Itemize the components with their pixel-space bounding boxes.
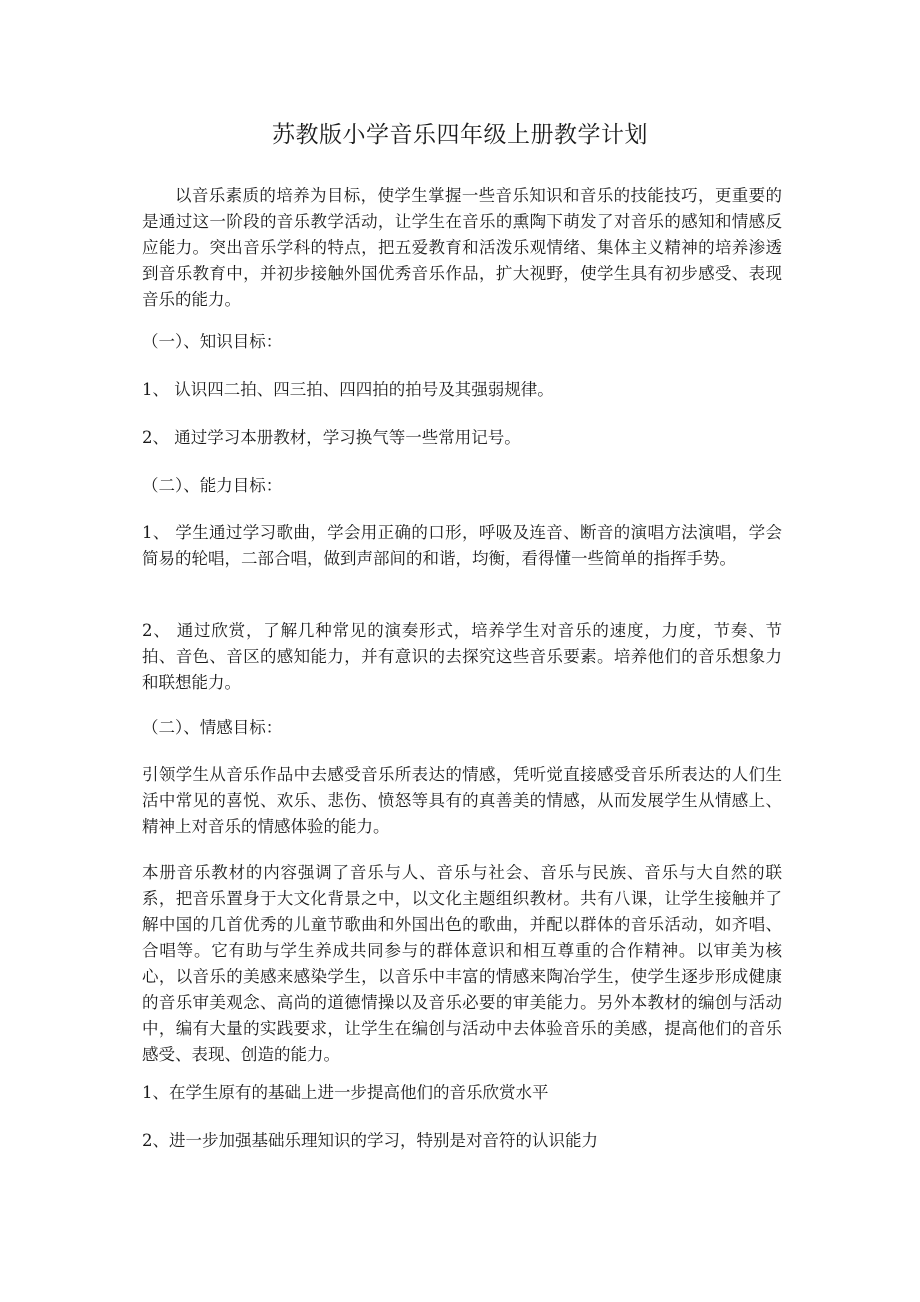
ability-heading: （二）、能力目标： bbox=[142, 476, 283, 495]
knowledge-heading: （一）、知识目标： bbox=[142, 332, 283, 351]
goal-item-1: 1、在学生原有的基础上进一步提高他们的音乐欣赏水平 bbox=[142, 1083, 549, 1102]
textbook-paragraph: 本册音乐教材的内容强调了音乐与人、音乐与社会、音乐与民族、音乐与大自然的联系，把音乐置身于大文化背景之中，以文化主题组织教材。共有八课，让学生接触并了解中国的几首优秀的儿童节歌曲和外国出色的歌曲，并配以群体的音乐活动，如齐唱、合唱等。它有助与学生养成共同参与的群体意识和相互尊重的合作精神。以审美为核心，以音乐的美感来感染学生，以音乐中丰富的情感来陶冶学生，使学生逐步形成健康的音乐审美观念、高尚的道德情操以及音乐必要的审美能力。另外本教材的编创与活动中，编有大量的实践要求，让学生在编创与活动中去体验音乐的美感，提高他们的音乐感受、表现、创造的能力。 bbox=[142, 863, 782, 1064]
intro-paragraph: 以音乐素质的培养为目标，使学生掌握一些音乐知识和音乐的技能技巧，更重要的是通过这一阶段的音乐教学活动，让学生在音乐的熏陶下萌发了对音乐的感知和情感反应能力。突出音乐学科的特点，把五爱教育和活泼乐观情绪、集体主义精神的培养渗透到音乐教育中，并初步接触外国优秀音乐作品，扩大视野，使学生具有初步感受、表现音乐的能力。 bbox=[142, 186, 782, 309]
knowledge-item-1: 1、 认识四二拍、四三拍、四四拍的拍号及其强弱规律。 bbox=[142, 380, 554, 399]
ability-item-2: 2、 通过欣赏，了解几种常见的演奏形式，培养学生对音乐的速度，力度，节奏、节拍、音色、音区的感知能力，并有意识的去探究这些音乐要素。培养他们的音乐想象力和联想能力。 bbox=[142, 621, 782, 692]
emotion-heading: （二）、情感目标： bbox=[142, 718, 283, 737]
ability-item-1: 1、 学生通过学习歌曲，学会用正确的口形，呼吸及连音、断音的演唱方法演唱，学会简易的轮唱，二部合唱，做到声部间的和谐，均衡，看得懂一些简单的指挥手势。 bbox=[142, 523, 782, 568]
goal-item-2: 2、进一步加强基础乐理知识的学习，特别是对音符的认识能力 bbox=[142, 1131, 598, 1150]
document-title: 苏教版小学音乐四年级上册教学计划 bbox=[272, 122, 648, 148]
knowledge-item-2: 2、 通过学习本册教材，学习换气等一些常用记号。 bbox=[142, 428, 521, 447]
emotion-paragraph: 引领学生从音乐作品中去感受音乐所表达的情感，凭听觉直接感受音乐所表达的人们生活中常见的喜悦、欢乐、悲伤、愤怒等具有的真善美的情感，从而发展学生从情感上、精神上对音乐的情感体验的能力。 bbox=[142, 765, 782, 836]
